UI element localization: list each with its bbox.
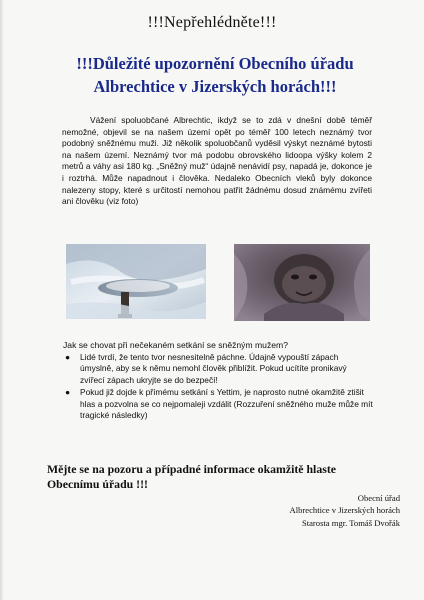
headline-line-1: !!!Důležité upozornění Obecního úřadu <box>76 54 354 73</box>
headline <box>40 52 390 98</box>
intro-paragraph: Vážení spoluobčané Albrechtic, ikdyž se to zdá v dnešní době téměř nemožné, objevil se na našem území opět po téměř 100 letech neznámý tvor podobný sněžnému muži. Již několik spoluobčanů vyděsil výskyt neznámé bytosti na našem území. Neznámý tvor má podobu obrovského lidoopa výšky kolem 2 metrů a váhy asi 180 kg. „Sněžný muž“ údajně nenávidí psy, napadá je, dokonce je i roztrhá. Může napadnout i člověka. Nedaleko Obecních vleků byly dokonce nalezeny stopy, které s určitostí nemohou patřit žádnému dosud známému zvířeti ani člověku (viz foto) <box>62 115 372 207</box>
signature-block <box>200 492 400 529</box>
advice-text: Lidé tvrdí, že tento tvor nesnesitelně páchne. Údajně vypouští zápach úmyslně, aby se k němu nemohl člověk přiblížit. Pokud ucítíte pronikavý zvířecí zápach ukryjte se do bezpečí! <box>80 352 347 385</box>
yeti-photo <box>234 244 370 321</box>
bullet-icon: ● <box>65 387 71 398</box>
advice-list <box>63 352 373 422</box>
page-edge-shadow <box>0 0 4 600</box>
list-item <box>63 387 373 421</box>
signature-municipality: Albrechtice v Jizerských horách <box>289 505 400 516</box>
list-item <box>63 352 373 386</box>
advice-text: Pokud již dojde k přímému setkání s Yettim, je naprosto nutné okamžitě ztišit hlas a pozvolna se co nejpomaleji vzdálit (Rozzuření sněžného muže může mít tragické následky) <box>80 387 373 421</box>
headline-line-2: Albrechtice v Jizerských horách!!! <box>93 77 337 96</box>
signature-mayor: Starosta mgr. Tomáš Dvořák <box>301 517 400 528</box>
footprint-in-snow-photo <box>66 244 206 319</box>
warning-text: Mějte se na pozoru a případné informace okamžitě hlaste Obecnímu úřadu !!! <box>47 462 336 491</box>
bullet-icon: ● <box>65 352 71 362</box>
question-heading: Jak se chovat při nečekaném setkání se sněžným mužem? <box>63 340 288 350</box>
notice-title: !!!Nepřehlédněte!!! <box>147 14 277 31</box>
signature-office: Obecní úřad <box>357 493 400 503</box>
